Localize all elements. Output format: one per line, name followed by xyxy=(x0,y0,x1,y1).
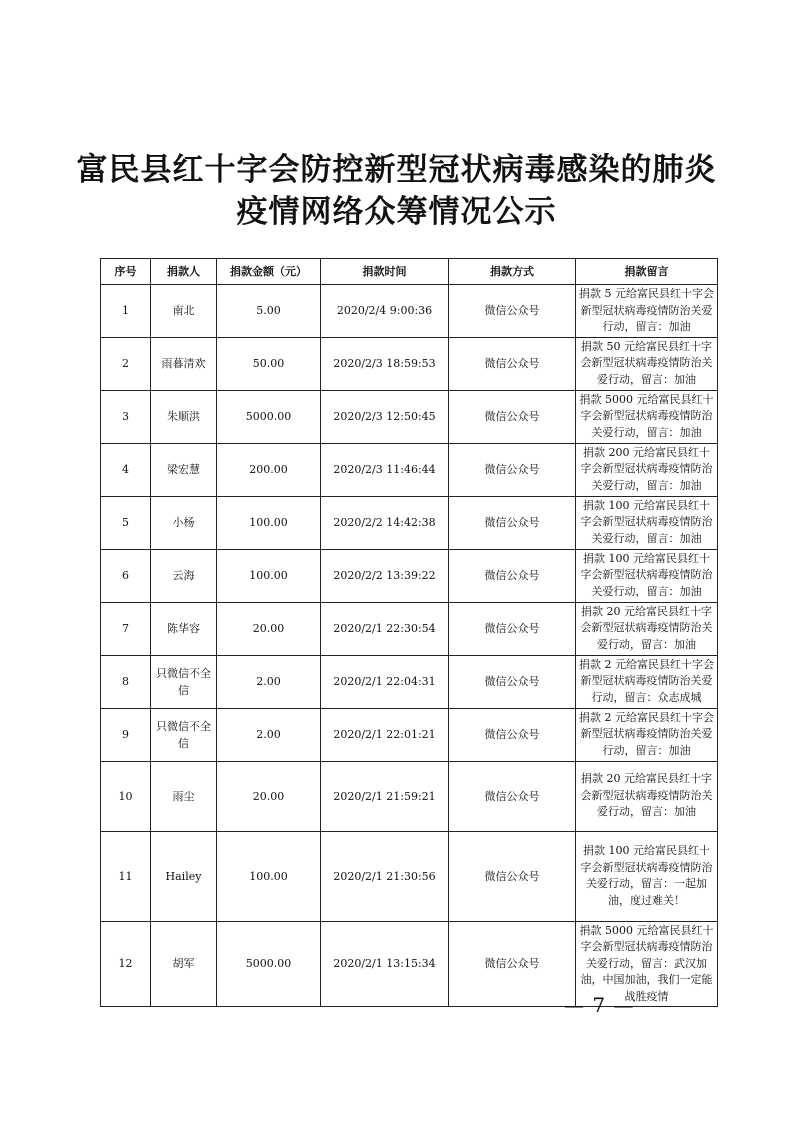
table-row xyxy=(101,285,718,338)
cell-time: 2020/2/1 22:30:54 xyxy=(321,602,449,655)
cell-donor: 雨暮清欢 xyxy=(151,337,217,390)
table-row xyxy=(101,443,718,496)
cell-serial-number: 11 xyxy=(101,831,151,921)
table-row xyxy=(101,549,718,602)
cell-method: 微信公众号 xyxy=(449,708,576,761)
cell-time: 2020/2/3 11:46:44 xyxy=(321,443,449,496)
cell-message: 捐款 5000 元给富民县红十字会新型冠状病毒疫情防治关爱行动，留言：武汉加油，中国加油，我们一定能战胜疫情 xyxy=(576,921,718,1007)
document-title-line-1: 富民县红十字会防控新型冠状病毒感染的肺炎 xyxy=(76,152,717,188)
header-message: 捐款留言 xyxy=(576,259,718,285)
cell-message: 捐款 5 元给富民县红十字会新型冠状病毒疫情防治关爱行动，留言：加油 xyxy=(576,285,718,338)
cell-amount: 20.00 xyxy=(217,761,321,831)
cell-time: 2020/2/1 21:30:56 xyxy=(321,831,449,921)
cell-method: 微信公众号 xyxy=(449,602,576,655)
cell-serial-number: 6 xyxy=(101,549,151,602)
cell-amount: 20.00 xyxy=(217,602,321,655)
header-method: 捐款方式 xyxy=(449,259,576,285)
table-row xyxy=(101,708,718,761)
cell-method: 微信公众号 xyxy=(449,337,576,390)
table-header-row xyxy=(101,259,718,285)
cell-serial-number: 7 xyxy=(101,602,151,655)
cell-serial-number: 12 xyxy=(101,921,151,1007)
cell-donor: 小杨 xyxy=(151,496,217,549)
cell-amount: 2.00 xyxy=(217,708,321,761)
cell-amount: 100.00 xyxy=(217,831,321,921)
cell-amount: 200.00 xyxy=(217,443,321,496)
cell-time: 2020/2/4 9:00:36 xyxy=(321,285,449,338)
cell-donor: 朱顺洪 xyxy=(151,390,217,443)
cell-message: 捐款 100 元给富民县红十字会新型冠状病毒疫情防治关爱行动，留言：一起加油，度过难关！ xyxy=(576,831,718,921)
cell-amount: 5000.00 xyxy=(217,390,321,443)
cell-time: 2020/2/1 22:01:21 xyxy=(321,708,449,761)
cell-message: 捐款 5000 元给富民县红十字会新型冠状病毒疫情防治关爱行动，留言：加油 xyxy=(576,390,718,443)
table-row xyxy=(101,496,718,549)
page-number: — 7 — xyxy=(564,993,635,1017)
cell-method: 微信公众号 xyxy=(449,921,576,1007)
table-row xyxy=(101,655,718,708)
cell-message: 捐款 200 元给富民县红十字会新型冠状病毒疫情防治关爱行动，留言：加油 xyxy=(576,443,718,496)
cell-amount: 100.00 xyxy=(217,549,321,602)
table-row xyxy=(101,761,718,831)
cell-serial-number: 9 xyxy=(101,708,151,761)
cell-donor: 只微信不全信 xyxy=(151,655,217,708)
header-amount: 捐款金额（元） xyxy=(217,259,321,285)
cell-method: 微信公众号 xyxy=(449,285,576,338)
cell-method: 微信公众号 xyxy=(449,761,576,831)
cell-amount: 50.00 xyxy=(217,337,321,390)
cell-message: 捐款 20 元给富民县红十字会新型冠状病毒疫情防治关爱行动，留言：加油 xyxy=(576,602,718,655)
cell-serial-number: 10 xyxy=(101,761,151,831)
cell-serial-number: 5 xyxy=(101,496,151,549)
cell-donor: 南北 xyxy=(151,285,217,338)
cell-donor: 陈华容 xyxy=(151,602,217,655)
cell-donor: Hailey xyxy=(151,831,217,921)
cell-serial-number: 2 xyxy=(101,337,151,390)
cell-time: 2020/2/2 13:39:22 xyxy=(321,549,449,602)
cell-time: 2020/2/1 22:04:31 xyxy=(321,655,449,708)
header-donor: 捐款人 xyxy=(151,259,217,285)
cell-donor: 雨尘 xyxy=(151,761,217,831)
cell-message: 捐款 2 元给富民县红十字会新型冠状病毒疫情防治关爱行动，留言：众志成城 xyxy=(576,655,718,708)
cell-method: 微信公众号 xyxy=(449,831,576,921)
cell-time: 2020/2/1 13:15:34 xyxy=(321,921,449,1007)
cell-message: 捐款 100 元给富民县红十字会新型冠状病毒疫情防治关爱行动，留言：加油 xyxy=(576,496,718,549)
cell-serial-number: 1 xyxy=(101,285,151,338)
header-time: 捐款时间 xyxy=(321,259,449,285)
donation-table xyxy=(100,258,718,1007)
table-row xyxy=(101,831,718,921)
document-title-line-2: 疫情网络众筹情况公示 xyxy=(236,194,557,230)
cell-donor: 梁宏慧 xyxy=(151,443,217,496)
cell-time: 2020/2/3 18:59:53 xyxy=(321,337,449,390)
cell-method: 微信公众号 xyxy=(449,549,576,602)
cell-serial-number: 8 xyxy=(101,655,151,708)
cell-method: 微信公众号 xyxy=(449,390,576,443)
cell-method: 微信公众号 xyxy=(449,655,576,708)
table-row xyxy=(101,390,718,443)
header-serial-number: 序号 xyxy=(101,259,151,285)
cell-amount: 5000.00 xyxy=(217,921,321,1007)
cell-serial-number: 4 xyxy=(101,443,151,496)
cell-donor: 云海 xyxy=(151,549,217,602)
cell-amount: 5.00 xyxy=(217,285,321,338)
cell-time: 2020/2/2 14:42:38 xyxy=(321,496,449,549)
table-row xyxy=(101,602,718,655)
cell-method: 微信公众号 xyxy=(449,443,576,496)
cell-message: 捐款 100 元给富民县红十字会新型冠状病毒疫情防治关爱行动，留言：加油 xyxy=(576,549,718,602)
cell-amount: 100.00 xyxy=(217,496,321,549)
cell-method: 微信公众号 xyxy=(449,496,576,549)
cell-message: 捐款 2 元给富民县红十字会新型冠状病毒疫情防治关爱行动，留言：加油 xyxy=(576,708,718,761)
cell-time: 2020/2/3 12:50:45 xyxy=(321,390,449,443)
cell-donor: 只微信不全信 xyxy=(151,708,217,761)
cell-message: 捐款 20 元给富民县红十字会新型冠状病毒疫情防治关爱行动，留言：加油 xyxy=(576,761,718,831)
cell-time: 2020/2/1 21:59:21 xyxy=(321,761,449,831)
cell-amount: 2.00 xyxy=(217,655,321,708)
cell-message: 捐款 50 元给富民县红十字会新型冠状病毒疫情防治关爱行动，留言：加油 xyxy=(576,337,718,390)
cell-donor: 胡军 xyxy=(151,921,217,1007)
table-row xyxy=(101,337,718,390)
cell-serial-number: 3 xyxy=(101,390,151,443)
